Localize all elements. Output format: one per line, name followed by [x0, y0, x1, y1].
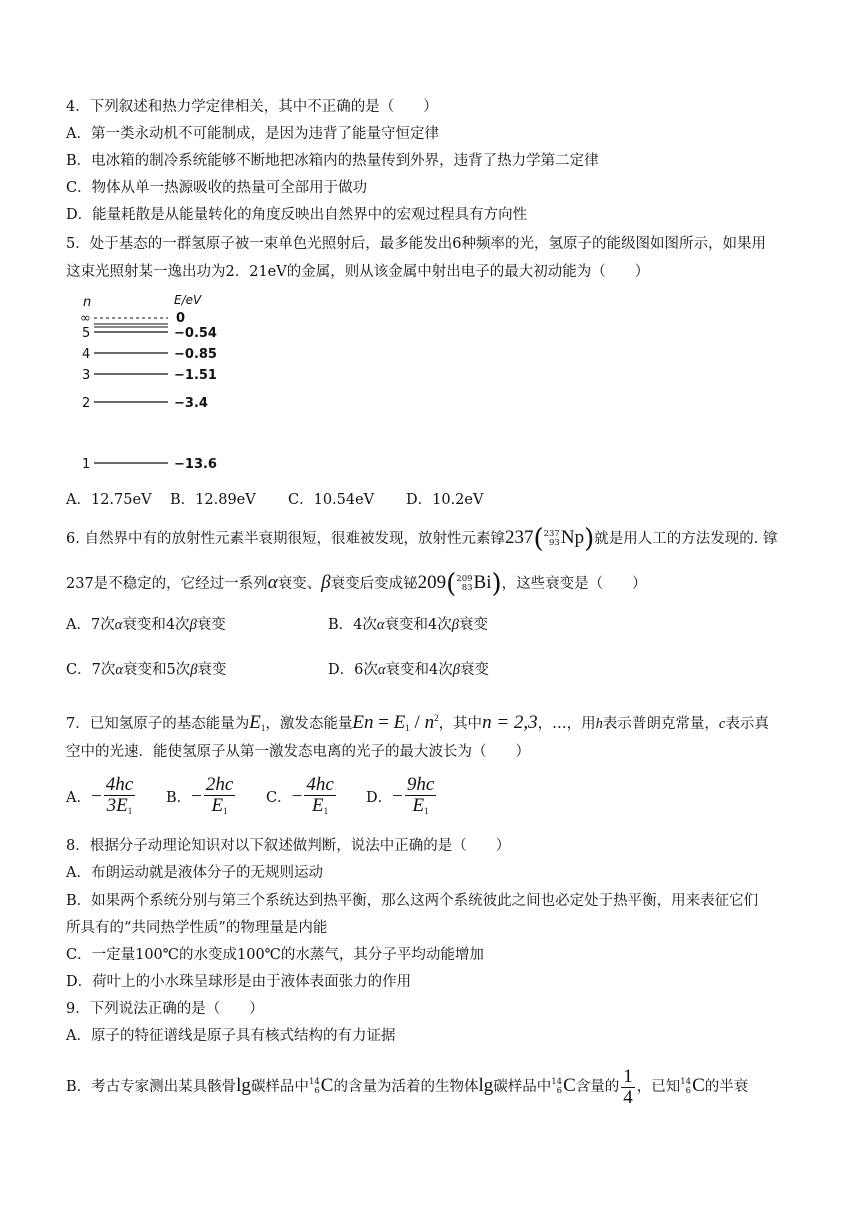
level-n-1: 1: [82, 457, 91, 472]
q8-option-d: D．荷叶上的小水珠呈球形是由于液体表面张力的作用: [66, 974, 412, 990]
level-e-4: −0.85: [174, 347, 217, 362]
q4-option-a: A．第一类永动机不可能制成，是因为违背了能量守恒定律: [66, 126, 439, 142]
q6-line1: 6. 自然界中有的放射性元素半衰期很短，很难被发现，放射性元素镎237( 237 93 Np)就是用人工的方法发现的. 镎: [66, 524, 778, 554]
q8-option-b-line2: 所具有的“共同热学性质”的物理量是内能: [66, 920, 328, 936]
q6-line1-text-b: 就是用人工的方法发现的. 镎: [594, 531, 778, 547]
q9-stem: 9．下列说法正确的是（ ）: [66, 1001, 264, 1017]
q8-stem: 8．根据分子动理论知识对以下叙述做判断，说法中正确的是（ ）: [66, 838, 511, 854]
level-e-inf: 0: [176, 311, 186, 326]
energy-level-diagram: [70, 290, 250, 480]
q5-option-b: B．12.89eV: [170, 492, 256, 508]
one-quarter-fraction: $\frac{1}{4}$: [623, 1065, 633, 1108]
level-n-3: 3: [82, 368, 91, 383]
bi-symbol: Bi: [473, 572, 492, 593]
q6-option-d: D．6次α衰变和4次β衰变: [328, 662, 489, 678]
bi-isotope-indices: 209 83: [456, 574, 473, 593]
q6-options-row1: [66, 615, 488, 635]
q5-stem-line1: 5．处于基态的一群氢原子被一束单色光照射后，最多能发出6种频率的光，氢原子的能级图如图所示，如果用: [66, 236, 766, 252]
q4-option-d: D．能量耗散是从能量转化的角度反映出自然界中的宏观过程具有方向性: [66, 207, 528, 223]
q8-option-a: A．布朗运动就是液体分子的无规则运动: [66, 865, 323, 881]
level-e-5: −0.54: [174, 326, 217, 341]
q7-option-d: D．− $\frac{9hc}{E_1}$: [366, 774, 435, 816]
np-symbol: Np: [560, 527, 585, 548]
q7-line1: 7．已知氢原子的基态能量为$E_1$，激发态能量$En = E_1 / n^2$，其中n = 2,3，…，用h表示普朗克常量，c表示真: [66, 712, 769, 733]
alpha-symbol: α: [267, 572, 278, 593]
np-mass-number: 237: [504, 527, 534, 548]
q7-option-c: C．− $\frac{4hc}{E_1}$: [266, 774, 334, 816]
q8-option-b-line1: B．如果两个系统分别与第三个系统达到热平衡，那么这两个系统彼此之间也必定处于热平衡，用来表征它们: [66, 893, 759, 909]
level-e-2: −3.4: [174, 396, 208, 411]
level-e-3: −1.51: [174, 368, 217, 383]
diagram-n-label: n: [83, 295, 92, 310]
level-n-5: 5: [82, 326, 91, 341]
q4-stem: 4．下列叙述和热力学定律相关，其中不正确的是（ ）: [66, 99, 438, 115]
q9-option-a: A．原子的特征谱线是原子具有核式结构的有力证据: [66, 1028, 396, 1044]
q6-option-a: A．7次α衰变和4次β衰变: [66, 617, 226, 633]
q5-option-d: D．10.2eV: [406, 492, 484, 508]
np-isotope-indices: 237 93: [543, 529, 560, 548]
level-e-1: −13.6: [174, 457, 217, 472]
bi-mass-number: 209: [417, 572, 447, 593]
q5-options: [66, 490, 483, 510]
q5-option-c: C．10.54eV: [288, 492, 375, 508]
q7-line2: 空中的光速．能使氢原子从第一激发态电离的光子的最大波长为（ ）: [66, 744, 530, 760]
q6-line1-text-a: 6. 自然界中有的放射性元素半衰期很短，很难被发现，放射性元素镎: [66, 531, 505, 547]
q6-option-c: C．7次α衰变和5次β衰变: [66, 662, 227, 678]
q6-options-row2: [66, 660, 489, 680]
q9-option-b-line1: B．考古专家测出某具骸骨lg碳样品中 14 6 C的含量为活着的生物体lg碳样品中 14 6 C含量的 $\frac{1}{4}$ ，已知 14 6 C的半衰: [66, 1065, 749, 1108]
q4-option-c: C．物体从单一热源吸收的热量可全部用于做功: [66, 180, 368, 196]
q7-option-b: B．− $\frac{2hc}{E_1}$: [166, 774, 234, 816]
level-n-4: 4: [82, 347, 91, 362]
level-n-2: 2: [82, 396, 91, 411]
level-n-inf: ∞: [80, 311, 91, 326]
q5-option-a: A．12.75eV: [66, 492, 152, 508]
q6-option-b: B．4次α衰变和4次β衰变: [328, 617, 488, 633]
q8-option-c: C．一定量100℃的水变成100℃的水蒸气，其分子平均动能增加: [66, 947, 484, 963]
q4-option-b: B．电冰箱的制冷系统能够不断地把冰箱内的热量传到外界，违背了热力学第二定律: [66, 153, 599, 169]
diagram-e-label: E/eV: [174, 293, 202, 307]
beta-symbol: β: [321, 572, 331, 593]
q6-line2: 237是不稳定的，它经过一系列α衰变、β衰变后变成铋209( 209 83 Bi)，这些衰变是（ ）: [66, 569, 647, 599]
q7-option-a: A．− $\frac{4hc}{3E_1}$: [66, 774, 134, 816]
q7-options: [66, 775, 438, 821]
q5-stem-line2: 这束光照射某一逸出功为2．21eV的金属，则从该金属中射出电子的最大初动能为（ ）: [66, 264, 650, 280]
